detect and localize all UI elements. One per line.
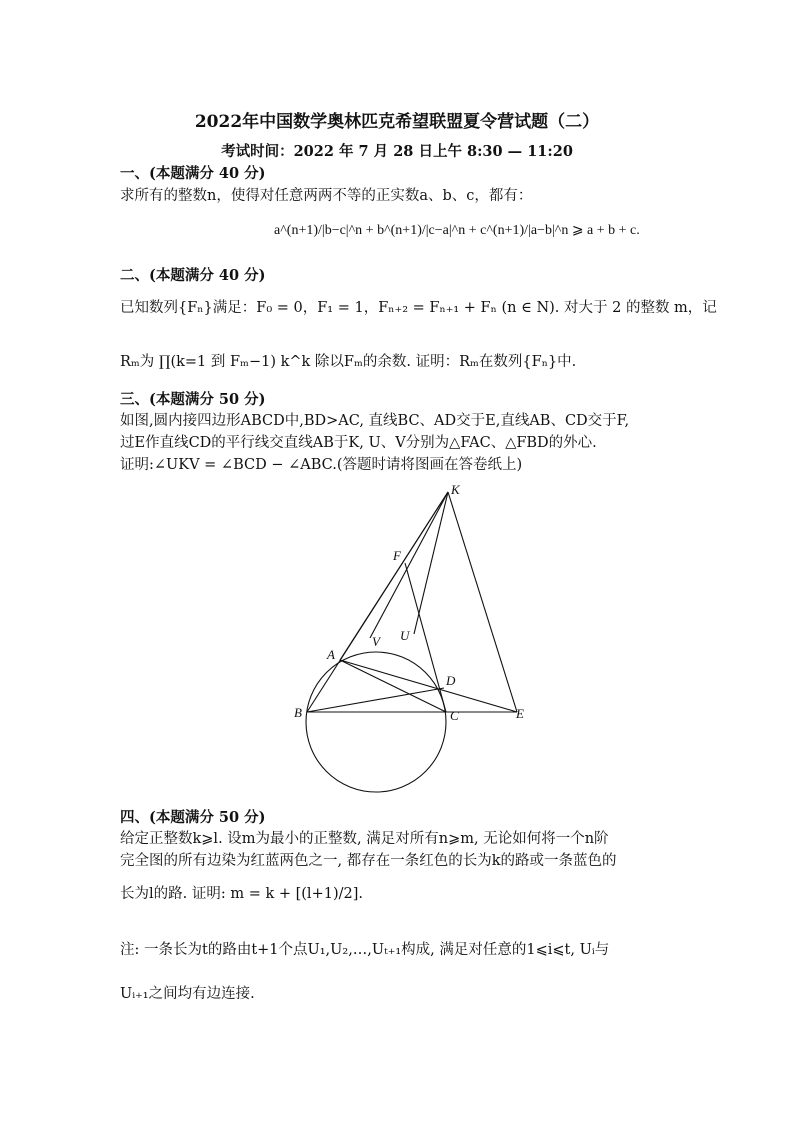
exam-time: 考试时间：2022 年 7 月 28 日上午 8:30 — 11:20 xyxy=(221,143,573,160)
problem-2-heading: 二、(本题满分 40 分) xyxy=(120,267,266,284)
line-KE xyxy=(448,492,517,712)
problem-4-line-1: 给定正整数k⩾l. 设m为最小的正整数, 满足对所有n⩾m, 无论如何将一个n阶 xyxy=(120,831,609,847)
line-BD xyxy=(307,688,444,712)
problem-4-line-2: 完全图的所有边染为红蓝两色之一, 都存在一条红色的长为k的路或一条蓝色的 xyxy=(120,853,617,869)
circumcircle xyxy=(306,652,446,792)
problem-2-line-2: Rₘ为 ∏(k=1 到 Fₘ−1) k^k 除以Fₘ的余数. 证明：Rₘ在数列{Fₙ}中. xyxy=(120,354,577,370)
problem-3-line-3: 证明:∠UKV = ∠BCD − ∠ABC.(答题时请将图画在答卷纸上) xyxy=(120,457,523,473)
line-AE xyxy=(340,660,517,712)
problem-2-line-1: 已知数列{Fₙ}满足：F₀ = 0，F₁ = 1，Fₙ₊₂ = Fₙ₊₁ + Fₙ (n ∈ N). 对大于 2 的整数 m，记 xyxy=(120,300,717,316)
label-K: K xyxy=(451,482,460,497)
problem-4-note-1: 注: 一条长为t的路由t+1个点U₁,U₂,…,Uₜ₊₁构成, 满足对任意的1⩽i⩽t, Uᵢ与 xyxy=(120,942,610,958)
problem-1-heading: 一、(本题满分 40 分) xyxy=(120,165,266,182)
problem-1-text: 求所有的整数n，使得对任意两两不等的正实数a、b、c，都有： xyxy=(120,188,533,204)
label-D: D xyxy=(446,673,456,688)
label-B: B xyxy=(294,705,302,720)
problem-3-line-2: 过E作直线CD的平行线交直线AB于K, U、V分别为△FAC、△FBD的外心. xyxy=(120,435,597,451)
label-C: C xyxy=(450,708,459,723)
page-title: 2022年中国数学奥林匹克希望联盟夏令营试题（二） xyxy=(194,112,600,132)
problem-1-formula: a^(n+1)/|b−c|^n + b^(n+1)/|c−a|^n + c^(n+1)/|a−b|^n ⩾ a + b + c. xyxy=(274,223,640,238)
problem-4-line-3: 长为l的路. 证明: m = k + [(l+1)/2]. xyxy=(120,886,363,902)
label-E: E xyxy=(516,706,524,721)
problem-4-note-2: Uᵢ₊₁之间均有边连接. xyxy=(120,986,255,1002)
label-A: A xyxy=(327,647,335,662)
problem-3-line-1: 如图,圆内接四边形ABCD中,BD>AC, 直线BC、AD交于E,直线AB、CD交于F, xyxy=(120,413,630,429)
problem-4-heading: 四、(本题满分 50 分) xyxy=(120,809,266,826)
label-U: U xyxy=(400,628,410,643)
problem-3-heading: 三、(本题满分 50 分) xyxy=(120,391,266,408)
line-KA xyxy=(340,492,448,660)
line-KV xyxy=(370,492,448,638)
label-F: F xyxy=(393,548,401,563)
label-V: V xyxy=(372,634,380,649)
